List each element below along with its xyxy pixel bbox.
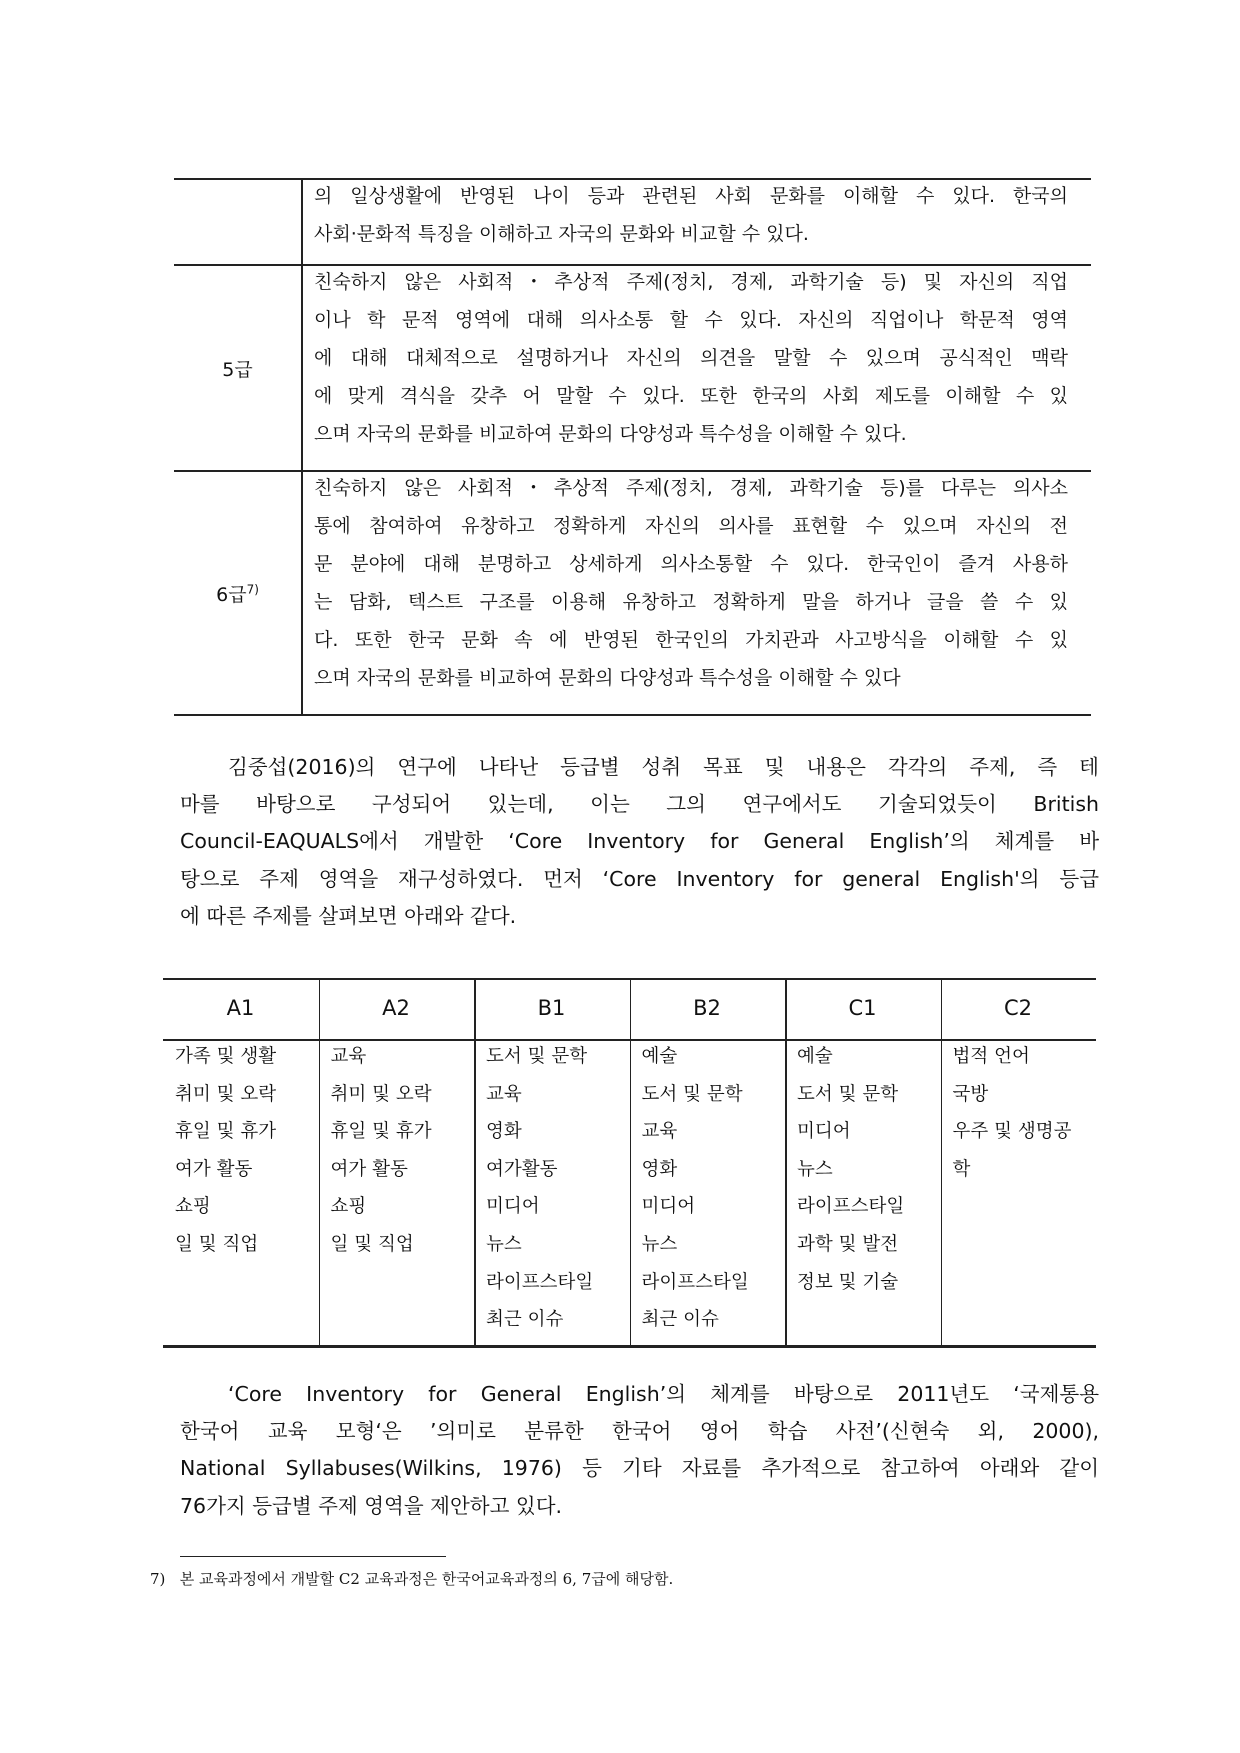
- column-header-a2: A2: [382, 996, 410, 1020]
- description-line: 는 담화, 텍스트 구조를 이용해 유창하고 정확하게 말을 하거나 글을 쓸 수 있: [314, 591, 1068, 613]
- topic-cell: 라이프스타일: [486, 1271, 594, 1293]
- description-line: 친숙하지 않은 사회적・추상적 주제(정치, 경제, 과학기술 등)를 다루는 의사소: [314, 477, 1068, 499]
- topic-cell: 미디어: [797, 1121, 851, 1143]
- grade-label: [174, 580, 301, 607]
- topic-cell: 라이프스타일: [641, 1271, 749, 1293]
- description-line: 에 맞게 격식을 갖추 어 말할 수 있다. 또한 한국의 사회 제도를 이해할 수 있: [314, 385, 1068, 407]
- table-rule: [174, 714, 1091, 716]
- topic-cell: 여가 활동: [175, 1158, 253, 1180]
- table-rule: [174, 264, 1091, 266]
- column-header-b1: B1: [537, 996, 566, 1020]
- topic-cell: 과학 및 발전: [797, 1234, 899, 1255]
- column-divider: [301, 178, 303, 714]
- column-divider: [319, 978, 321, 1345]
- topic-cell: 학: [952, 1158, 971, 1180]
- topic-cell: 뉴스: [486, 1234, 522, 1255]
- topic-cell: 정보 및 기술: [797, 1271, 899, 1293]
- topic-cell: 도서 및 문학: [641, 1083, 743, 1105]
- footnote-marker: 7): [150, 1570, 166, 1588]
- topic-cell: 미디어: [486, 1196, 540, 1218]
- topic-cell: 쇼핑: [330, 1196, 367, 1218]
- topic-cell: 도서 및 문학: [486, 1046, 588, 1067]
- topic-cell: 도서 및 문학: [797, 1083, 899, 1105]
- column-divider: [630, 978, 632, 1345]
- description-line: 의 일상생활에 반영된 나이 등과 관련된 사회 문화를 이해할 수 있다. 한국의: [314, 185, 1068, 207]
- topic-cell: 뉴스: [797, 1158, 833, 1180]
- topic-cell: 취미 및 오락: [175, 1083, 277, 1105]
- table-rule: [174, 178, 1091, 180]
- topic-cell: 쇼핑: [175, 1196, 211, 1218]
- topic-cell: 일 및 직업: [330, 1234, 414, 1255]
- description-line: 친숙하지 않은 사회적・추상적 주제(정치, 경제, 과학기술 등) 및 자신의 직업: [314, 271, 1068, 293]
- paragraph-line: 탕으로 주제 영역을 재구성하였다. 먼저 ‘Core Inventory for general English'의 등급: [180, 866, 1099, 891]
- description-line: 에 대해 대체적으로 설명하거나 자신의 의견을 말할 수 있으며 공식적인 맥락: [314, 347, 1068, 369]
- topic-cell: 법적 언어: [952, 1046, 1030, 1067]
- topic-cell: 여가 활동: [330, 1158, 408, 1180]
- column-divider: [474, 978, 476, 1345]
- description-line: 사회·문화적 특징을 이해하고 자국의 문화와 비교할 수 있다.: [314, 223, 809, 245]
- topic-cell: 교육: [641, 1121, 678, 1143]
- topic-cell: 최근 이슈: [641, 1309, 719, 1331]
- column-divider: [941, 978, 943, 1345]
- footnote-divider: [180, 1556, 446, 1557]
- paragraph-line: 한국어 교육 모형‘은 ’의미로 분류한 한국어 영어 학습 사전’(신현숙 외, 2000),: [180, 1419, 1099, 1444]
- paragraph-line: 김중섭(2016)의 연구에 나타난 등급별 성취 목표 및 내용은 각각의 주제, 즉 테: [228, 755, 1099, 779]
- column-header-c1: C1: [848, 996, 877, 1020]
- table-rule: [174, 470, 1091, 472]
- column-header-a1: A1: [226, 996, 255, 1020]
- topic-cell: 영화: [486, 1121, 522, 1143]
- topic-cell: 예술: [797, 1046, 833, 1067]
- paragraph-line: 76가지 등급별 주제 영역을 제안하고 있다.: [180, 1493, 563, 1518]
- paragraph-line: National Syllabuses(Wilkins, 1976) 등 기타 자료를 추가적으로 참고하여 아래와 같이: [180, 1456, 1099, 1481]
- topic-cell: 휴일 및 휴가: [175, 1121, 277, 1143]
- footnote-text: 본 교육과정에서 개발할 C2 교육과정은 한국어교육과정의 6, 7급에 해당함.: [179, 1570, 674, 1588]
- topic-cell: 교육: [330, 1046, 367, 1067]
- topic-cell: 교육: [486, 1083, 522, 1105]
- description-line: 다. 또한 한국 문화 속 에 반영된 한국인의 가치관과 사고방식을 이해할 수 있: [314, 629, 1068, 651]
- description-line: 문 분야에 대해 분명하고 상세하게 의사소통할 수 있다. 한국인이 즐겨 사용하: [314, 553, 1068, 575]
- description-line: 통에 참여하여 유창하고 정확하게 자신의 의사를 표현할 수 있으며 자신의 전: [314, 515, 1068, 537]
- column-header-b2: B2: [693, 996, 721, 1020]
- topic-cell: 가족 및 생활: [175, 1046, 277, 1067]
- topic-cell: 여가활동: [486, 1158, 558, 1180]
- grade-label: [174, 355, 301, 382]
- paragraph-line: ‘Core Inventory for General English’의 체계를 바탕으로 2011년도 ‘국제통용: [228, 1382, 1099, 1406]
- column-header-c2: C2: [1003, 996, 1033, 1020]
- footnote-ref: 7): [246, 582, 259, 597]
- topic-cell: 우주 및 생명공: [952, 1121, 1072, 1143]
- paragraph-line: 에 따른 주제를 살펴보면 아래와 같다.: [180, 903, 517, 928]
- paragraph-line: 마를 바탕으로 구성되어 있는데, 이는 그의 연구에서도 기술되었듯이 British: [180, 792, 1099, 817]
- column-divider: [785, 978, 787, 1345]
- description-line: 으며 자국의 문화를 비교하여 문화의 다양성과 특수성을 이해할 수 있다.: [314, 423, 907, 445]
- topic-cell: 뉴스: [641, 1234, 678, 1255]
- topic-cell: 휴일 및 휴가: [330, 1121, 432, 1143]
- topic-cell: 취미 및 오락: [330, 1083, 432, 1105]
- grade-text: 5급: [222, 359, 253, 381]
- topic-cell: 미디어: [641, 1196, 696, 1218]
- topic-cell: 일 및 직업: [175, 1234, 259, 1255]
- table-bottom-rule: [163, 1345, 1096, 1348]
- grade-text: 6급: [216, 584, 247, 606]
- topic-cell: 라이프스타일: [797, 1196, 905, 1218]
- description-line: 이나 학 문적 영역에 대해 의사소통 할 수 있다. 자신의 직업이나 학문적 영역: [314, 309, 1068, 331]
- footnote: [150, 1568, 673, 1589]
- topic-cell: 최근 이슈: [486, 1309, 564, 1331]
- description-line: 으며 자국의 문화를 비교하여 문화의 다양성과 특수성을 이해할 수 있다: [314, 667, 901, 689]
- topic-cell: 영화: [641, 1158, 678, 1180]
- topic-cell: 예술: [641, 1046, 678, 1067]
- paragraph-line: Council-EAQUALS에서 개발한 ‘Core Inventory for General English’의 체계를 바: [180, 829, 1099, 854]
- topic-cell: 국방: [952, 1083, 989, 1105]
